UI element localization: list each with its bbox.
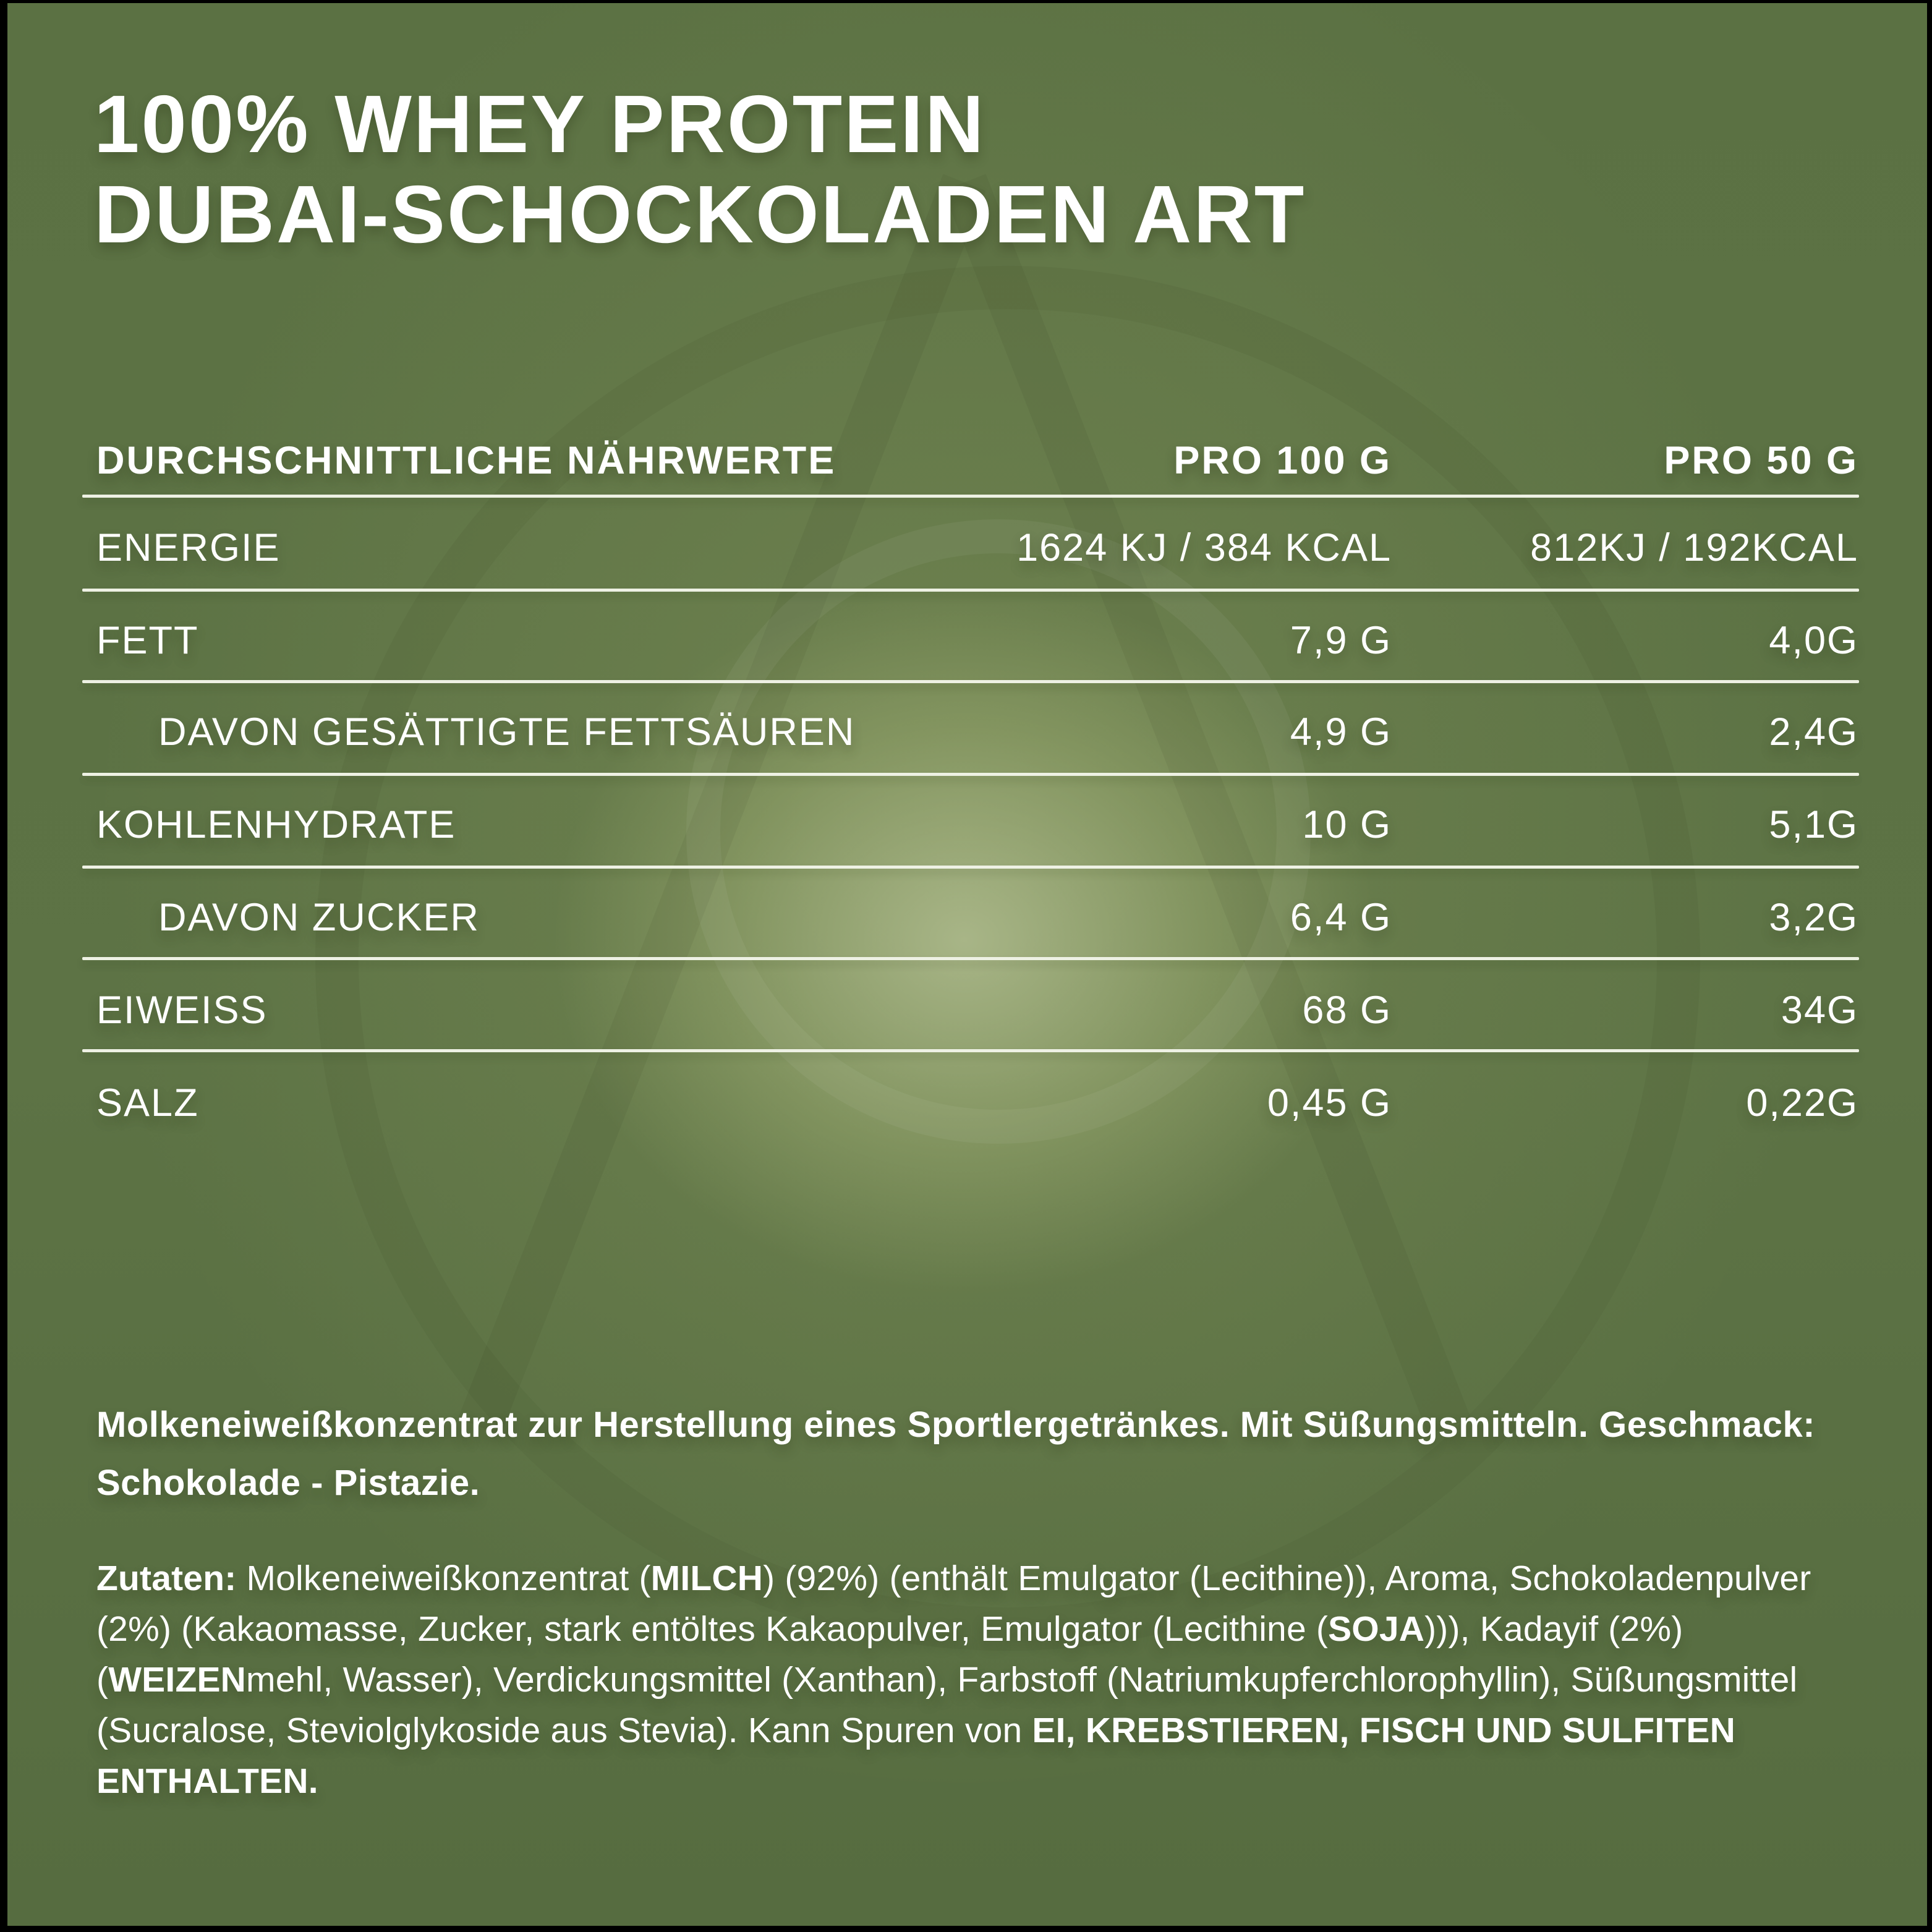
row-value-per-50g: 34G	[1781, 989, 1858, 1032]
ingredients-label: Zutaten:	[96, 1559, 247, 1598]
ingredients-text: Molkeneiweißkonzentrat (	[246, 1559, 651, 1598]
table-header-per-100g: PRO 100 G	[1173, 439, 1392, 482]
table-divider	[82, 495, 1859, 498]
row-value-per-50g: 0,22G	[1746, 1081, 1858, 1125]
allergen-soja: SOJA	[1328, 1609, 1425, 1649]
table-header-row	[96, 430, 1858, 492]
table-row-fett	[96, 610, 1858, 671]
row-value-per-50g: 4,0G	[1769, 619, 1858, 662]
row-value-per-50g: 3,2G	[1769, 896, 1858, 939]
table-header-nutrients: DURCHSCHNITTLICHE NÄHRWERTE	[96, 439, 836, 482]
row-value-per-50g: 2,4G	[1769, 710, 1858, 754]
allergen-weizen: WEIZEN	[108, 1660, 247, 1700]
table-row-zucker	[96, 887, 1858, 948]
ingredients-text: mehl, Wasser), Verdickungsmittel (Xanthan), Farbstoff (Natriumkupferchlorophyllin), Süßungsmittel (Sucralose, Steviolglykoside aus Stevia). Kann Spuren von	[96, 1660, 1798, 1750]
table-row-eiweiss	[96, 979, 1858, 1041]
row-value-per-100g: 6,4 G	[1290, 896, 1392, 939]
row-value-per-50g: 812KJ / 192KCAL	[1530, 526, 1858, 569]
ingredients-text: ) (92%) (enthält Emulgator (Lecithine)), Aroma, Schokoladenpulver (2%) (Kakaomasse, Zucker, stark entöltes Kakaopulver, Emulgator (Lecithine (	[96, 1559, 1811, 1649]
table-divider	[82, 680, 1859, 683]
allergen-milch: MILCH	[650, 1559, 764, 1598]
table-divider	[82, 866, 1859, 869]
row-value-per-50g: 5,1G	[1769, 803, 1858, 846]
allergen-trace-warning: EI, KREBSTIEREN, FISCH UND SULFITEN ENTHALTEN.	[96, 1711, 1735, 1801]
row-label: DAVON ZUCKER	[158, 896, 480, 939]
row-label: DAVON GESÄTTIGTE FETTSÄUREN	[158, 710, 856, 754]
ingredients-text: ))), Kadayif (2%) (	[96, 1609, 1683, 1700]
row-value-per-100g: 0,45 G	[1267, 1081, 1392, 1125]
table-divider	[82, 1049, 1859, 1052]
table-divider	[82, 773, 1859, 776]
row-value-per-100g: 4,9 G	[1290, 710, 1392, 754]
product-description: Molkeneiweißkonzentrat zur Herstellung eines Sportlergetränkes. Mit Süßungsmitteln. Geschmack: Schokolade - Pistazie.	[96, 1405, 1816, 1503]
product-title-line-1: 100% WHEY PROTEIN	[94, 79, 986, 169]
row-label: ENERGIE	[96, 526, 281, 569]
ingredients-paragraph	[96, 1553, 1876, 1806]
row-label: SALZ	[96, 1081, 199, 1125]
row-value-per-100g: 7,9 G	[1290, 619, 1392, 662]
row-value-per-100g: 68 G	[1302, 989, 1392, 1032]
table-divider	[82, 589, 1859, 592]
table-row-kohlenhydrate	[96, 794, 1858, 856]
row-value-per-100g: 1624 KJ / 384 KCAL	[1016, 526, 1392, 569]
row-label: KOHLENHYDRATE	[96, 803, 456, 846]
table-row-salz	[96, 1072, 1858, 1134]
table-row-gesaettigte-fettsaeuren	[96, 701, 1858, 763]
table-divider	[82, 957, 1859, 960]
row-label: FETT	[96, 619, 199, 662]
table-header-per-50g: PRO 50 G	[1664, 439, 1858, 482]
product-title-line-2: DUBAI-SCHOCKOLADEN ART	[94, 169, 1306, 260]
table-row-energie	[96, 517, 1858, 579]
row-label: EIWEISS	[96, 989, 268, 1032]
row-value-per-100g: 10 G	[1302, 803, 1392, 846]
